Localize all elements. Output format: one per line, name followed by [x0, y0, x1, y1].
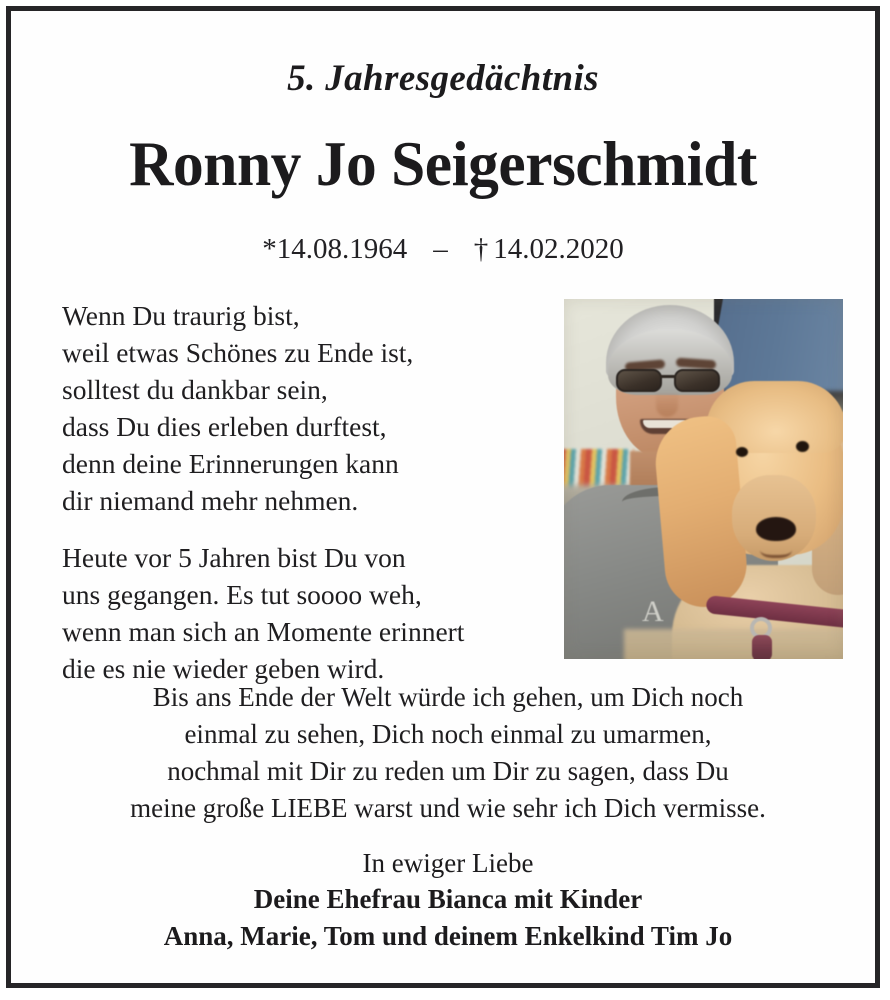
poem-stanza-1	[62, 297, 552, 519]
anniversary-heading: 5. Jahresgedächtnis	[287, 58, 599, 99]
signature-intro: In ewiger Liebe	[362, 848, 534, 878]
poem-line: denn deine Erinnerungen kann	[62, 448, 399, 479]
poem-line: Heute vor 5 Jahren bist Du von	[62, 542, 406, 573]
poem-line: Wenn Du traurig bist,	[62, 300, 300, 331]
poem-line: dass Du dies erleben durftest,	[62, 411, 387, 442]
life-dates	[11, 233, 875, 266]
poem-line: uns gegangen. Es tut soooo weh,	[62, 579, 422, 610]
notice-inner	[11, 11, 875, 983]
center-verse	[57, 679, 839, 827]
death-date: 14.02.2020	[493, 233, 624, 265]
verse-line: meine große LIEBE warst und wie sehr ich Dich vermisse.	[130, 793, 766, 823]
poem-line: weil etwas Schönes zu Ende ist,	[62, 337, 414, 368]
page-title: Ronny Jo Seigerschmidt	[129, 128, 757, 199]
memorial-notice	[6, 6, 880, 988]
memorial-photo	[564, 299, 843, 659]
poem-line: wenn man sich an Momente erinnert	[62, 616, 465, 647]
poem-stanza-2	[62, 539, 552, 687]
poem-line: solltest du dankbar sein,	[62, 374, 328, 405]
birth-date: 14.08.1964	[276, 233, 408, 265]
signature-family-line-1: Deine Ehefrau Bianca mit Kinder	[253, 884, 643, 914]
poem-line: die es nie wieder geben wird.	[62, 653, 385, 684]
photo-shirt-letter: A	[642, 595, 664, 628]
signature-family-line-2: Anna, Marie, Tom und deinem Enkelkind Tim Jo	[163, 921, 733, 951]
verse-line: einmal zu sehen, Dich noch einmal zu umarmen,	[184, 719, 712, 749]
photo-softening-overlay	[564, 299, 843, 659]
verse-line: Bis ans Ende der Welt würde ich gehen, um Dich noch	[152, 682, 744, 712]
signature-block	[57, 845, 839, 955]
verse-line: nochmal mit Dir zu reden um Dir zu sagen, dass Du	[167, 756, 729, 786]
cross-icon: †	[473, 233, 489, 265]
date-separator: –	[433, 233, 448, 265]
poem-column	[62, 297, 552, 687]
poem-line: dir niemand mehr nehmen.	[62, 485, 359, 516]
birth-symbol: *	[262, 233, 277, 265]
